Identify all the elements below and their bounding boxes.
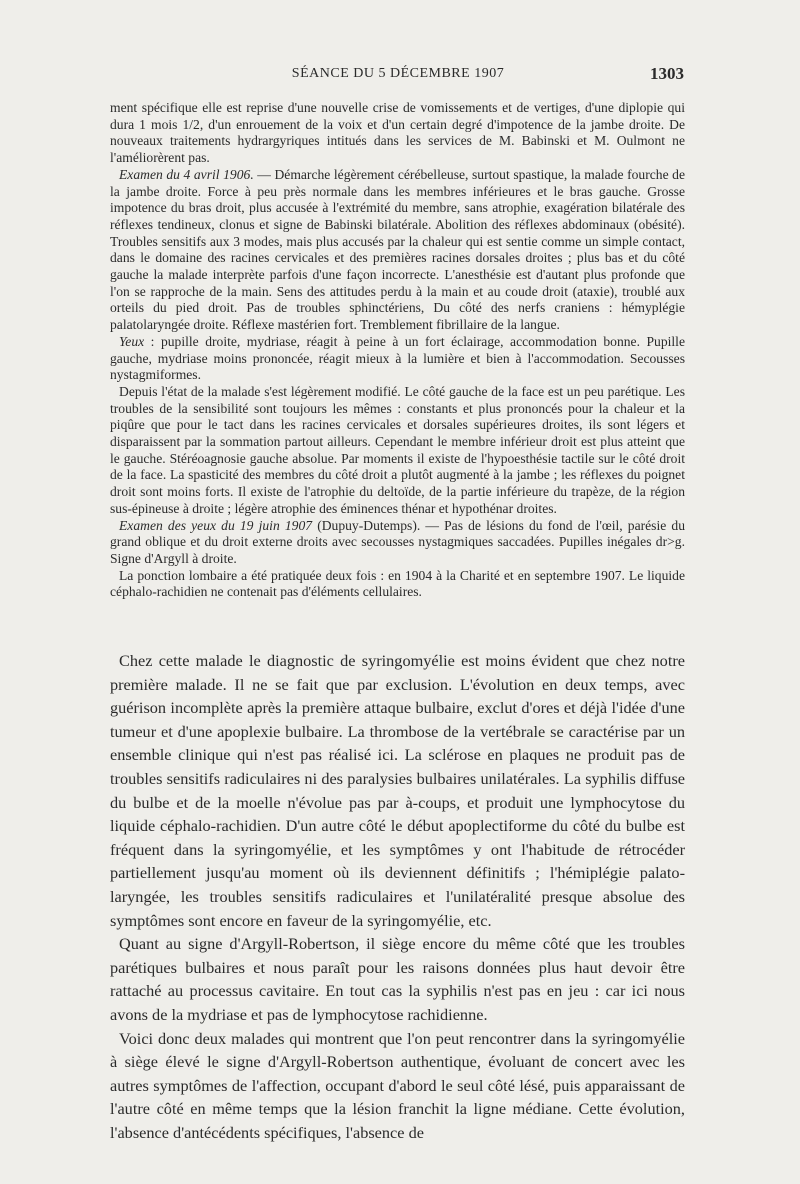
- paragraph: Chez cette malade le diagnostic de syringomyélie est moins évident que chez notre première malade. Il ne se fait que par exclusion. L'évolution en deux temps, avec guérison incomplète après la première attaque bulbaire, exclut d'ores et déjà l'idée d'une tumeur et d'une apoplexie bulbaire. La thrombose de la vertébrale se caractérise par un ensemble clinique qui n'est pas réalisé ici. La sclérose en plaques ne produit pas de troubles sensitifs radiculaires ni des paralysies bulbaires unilatérales. La syphilis diffuse du bulbe et de la moelle n'évolue pas par à-coups, et produit une lymphocytose du liquide céphalo-rachidien. D'un autre côté le début apoplectiforme du côté du bulbe est fréquent dans la syringomyélie, et les symptômes y ont l'habitude de rétrocéder partiellement jusqu'au moment où ils deviennent définitifs ; l'hémiplégie palato-laryngée, les troubles sensitifs radiculaires et l'unilatéralité presque absolue des symptômes sont encore en faveur de la syringomyélie, etc.: [110, 651, 685, 930]
- paragraph: Examen des yeux du 19 juin 1907 (Dupuy-Dutemps). — Pas de lésions du fond de l'œil, parésie du grand oblique et du droit externe droits avec secousses nystagmiques saccadées. Pupilles inégales dr>g. Signe d'Argyll à droite.: [110, 517, 685, 566]
- exam-date-label: Examen du 4 avril 1906.: [119, 166, 254, 182]
- page-number: 1303: [650, 64, 684, 83]
- paragraph: Examen du 4 avril 1906. — Démarche légèrement cérébelleuse, surtout spastique, la malade fourche de la jambe droite. Force à peu près normale dans les membres inférieures et le bras gauche. Grosse impotence du bras droit, plus accusée à l'extrémité du membre, sans atrophie, exagération bilatérale des réflexes tendineux, clonus et signe de Babinski bilatérale. Abolition des réflexes abdominaux (obésité). Troubles sensitifs aux 3 modes, mais plus accusés par la chaleur qui est sentie comme un simple contact, dans le domaine des racines cervicales et des premières racines dorsales droites ; plus bas et du côté gauche la malade interprète parfois d'une façon incorrecte. L'anesthésie est d'autant plus profonde que l'on se rapproche de la main. Sens des attitudes perdu à la main et au coude droit (ataxie), troublé aux orteils du pied droit. Pas de troubles sphinctériens, Du côté des nerfs craniens : hémyplégie palatolaryngée droite. Réflexe mastérien fort. Tremblement fibrillaire de la langue.: [110, 166, 685, 333]
- paragraph: Yeux : pupille droite, mydriase, réagit à peine à un fort éclairage, accommodation bonne. Pupille gauche, mydriase moins prononcée, réagit mieux à la lumière et bien à l'accommodation. Secousses nystagmiformes.: [110, 333, 685, 383]
- eyes-label: Yeux: [119, 333, 145, 349]
- case-report-section: [110, 100, 685, 601]
- paragraph: Quant au signe d'Argyll-Robertson, il siège encore du même côté que les troubles parétiques bulbaires et nous paraît pour les raisons données plus haut devoir être rattaché au processus cavitaire. En tout cas la syphilis n'est pas en jeu : car ici nous avons de la mydriase et pas de lymphocytose rachidienne.: [110, 934, 685, 1024]
- eye-exam-label: Examen des yeux du 19 juin 1907: [119, 517, 313, 533]
- discussion-section: [110, 649, 685, 1144]
- running-title: SÉANCE DU 5 DÉCEMBRE 1907: [291, 66, 505, 81]
- page-header: [112, 66, 684, 90]
- paragraph: La ponction lombaire a été pratiquée deux fois : en 1904 à la Charité et en septembre 1907. Le liquide céphalo-rachidien ne contenait pas d'éléments cellulaires.: [110, 567, 685, 600]
- paragraph: Depuis l'état de la malade s'est légèrement modifié. Le côté gauche de la face est un peu parétique. Les troubles de la sensibilité sont toujours les mêmes : constants et plus prononcés pour la chaleur et la piqûre que pour le tact dans les racines cervicales et dorsales supérieures droites, ils sont légers et disparaissent par la sommation partout ailleurs. Cependant le membre inférieur droit est plus atteint que le gauche. Stéréoagnosie gauche absolue. Par moments il existe de l'hypoesthésie tactile sur le côté droit de la face. La spasticité des membres du côté droit a plutôt augmenté à la jambe ; les réflexes du poignet droit sont moins forts. Il existe de l'atrophie du deltoïde, de la partie inférieure du trapèze, de la région sus-épineuse à droite ; légère atrophie des éminences thénar et hypothénar droites.: [110, 383, 685, 516]
- paragraph: ment spécifique elle est reprise d'une nouvelle crise de vomissements et de vertiges, d'une diplopie qui dura 1 mois 1/2, d'un enrouement de la voix et d'un certain degré d'impotence de la jambe droite. De nouveaux traitements hydrargyriques intitués dans les services de M. Babinski et M. Oulmont ne l'améliorèrent pas.: [110, 100, 685, 166]
- paragraph: Voici donc deux malades qui montrent que l'on peut rencontrer dans la syringomyélie à siège élevé le signe d'Argyll-Robertson authentique, évoluant de concert avec les autres symptômes de l'affection, occupant d'abord le seul côté lésé, puis apparaissant de l'autre côté en même temps que la lésion franchit la ligne médiane. Cette évolution, l'absence d'antécédents spécifiques, l'absence de: [110, 1028, 685, 1142]
